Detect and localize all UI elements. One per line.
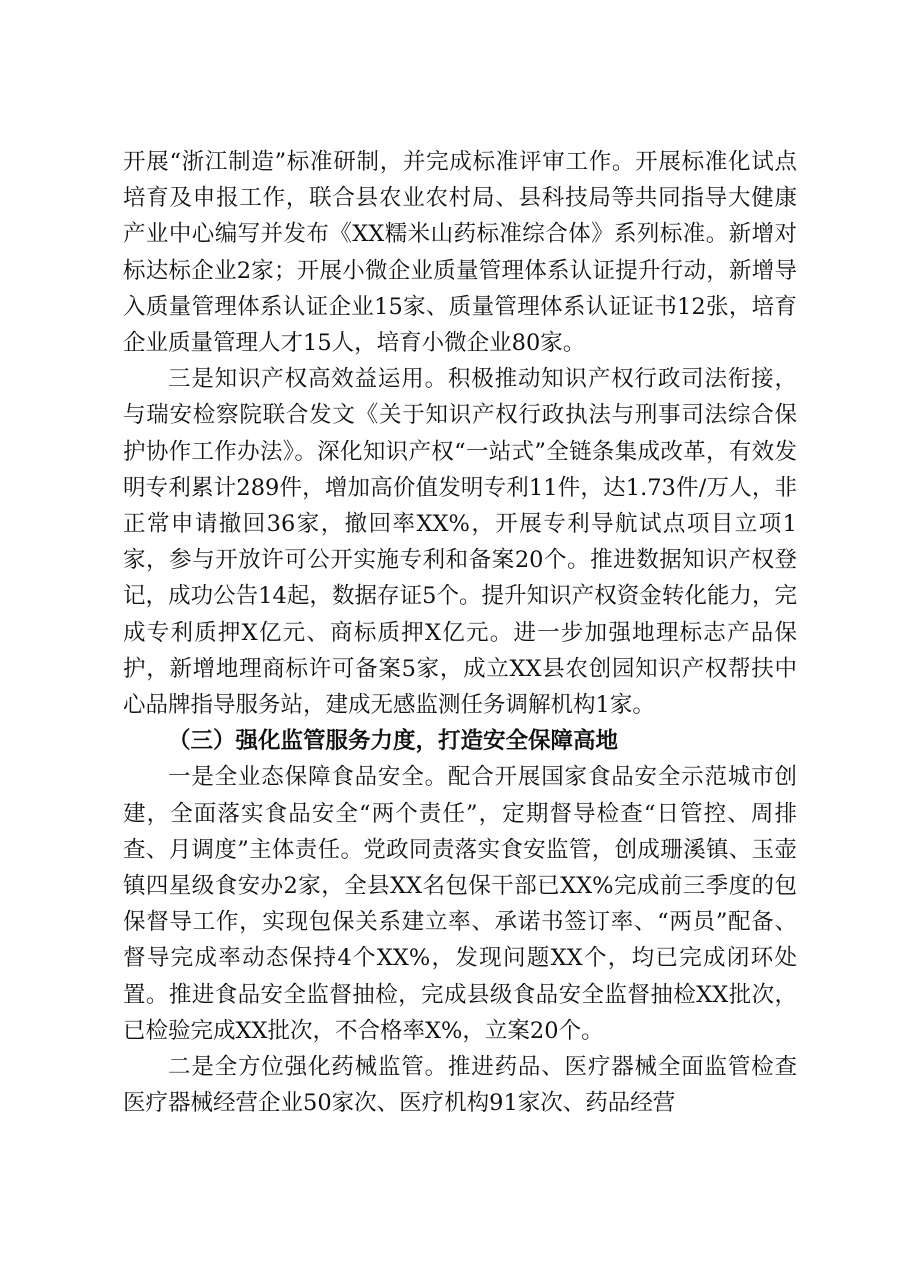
document-page xyxy=(123,144,797,1121)
paragraph-intellectual-property: 三是知识产权高效益运用。积极推动知识产权行政司法衔接，与瑞安检察院联合发文《关于知识产权行政执法与刑事司法综合保护协作工作办法》。深化知识产权“一站式”全链条集成改革，有效发明专利累计289件，增加高价值发明专利11件，达1.73件/万人，非正常申请撤回36家，撤回率XX%，开展专利导航试点项目立项1家，参与开放许可公开实施专利和备案20个。推进数据知识产权登记，成功公告14起，数据存证5个。提升知识产权资金转化能力，完成专利质押X亿元、商标质押X亿元。进一步加强地理标志产品保护，新增地理商标许可备案5家，成立XX县农创园知识产权帮扶中心品牌指导服务站，建成无感监测任务调解机构1家。 xyxy=(123,366,797,719)
section-heading: （三）强化监管服务力度，打造安全保障高地 xyxy=(168,728,619,755)
paragraph-food-safety: 一是全业态保障食品安全。配合开展国家食品安全示范城市创建，全面落实食品安全“两个责任”，定期督导检查“日管控、周排查、月调度”主体责任。党政同责落实食安监管，创成珊溪镇、玉壶镇四星级食安办2家，全县XX名包保干部已XX%完成前三季度的包保督导工作，实现包保关系建立率、承诺书签订率、“两员”配备、督导完成率动态保持4个XX%，发现问题XX个，均已完成闭环处置。推进食品安全监督抽检，完成县级食品安全监督抽检XX批次，已检验完成XX批次，不合格率X%，立案20个。 xyxy=(123,764,797,1044)
paragraph-standards: 开展“浙江制造”标准研制，并完成标准评审工作。开展标准化试点培育及申报工作，联合县农业农村局、县科技局等共同指导大健康产业中心编写并发布《XX糯米山药标准综合体》系列标准。新增对标达标企业2家；开展小微企业质量管理体系认证提升行动，新增导入质量管理体系认证企业15家、质量管理体系认证证书12张，培育企业质量管理人才15人，培育小微企业80家。 xyxy=(123,149,797,357)
paragraph-drug-device-supervision: 二是全方位强化药械监管。推进药品、医疗器械全面监管检查医疗器械经营企业50家次、医疗机构91家次、药品经营 xyxy=(123,1054,797,1117)
